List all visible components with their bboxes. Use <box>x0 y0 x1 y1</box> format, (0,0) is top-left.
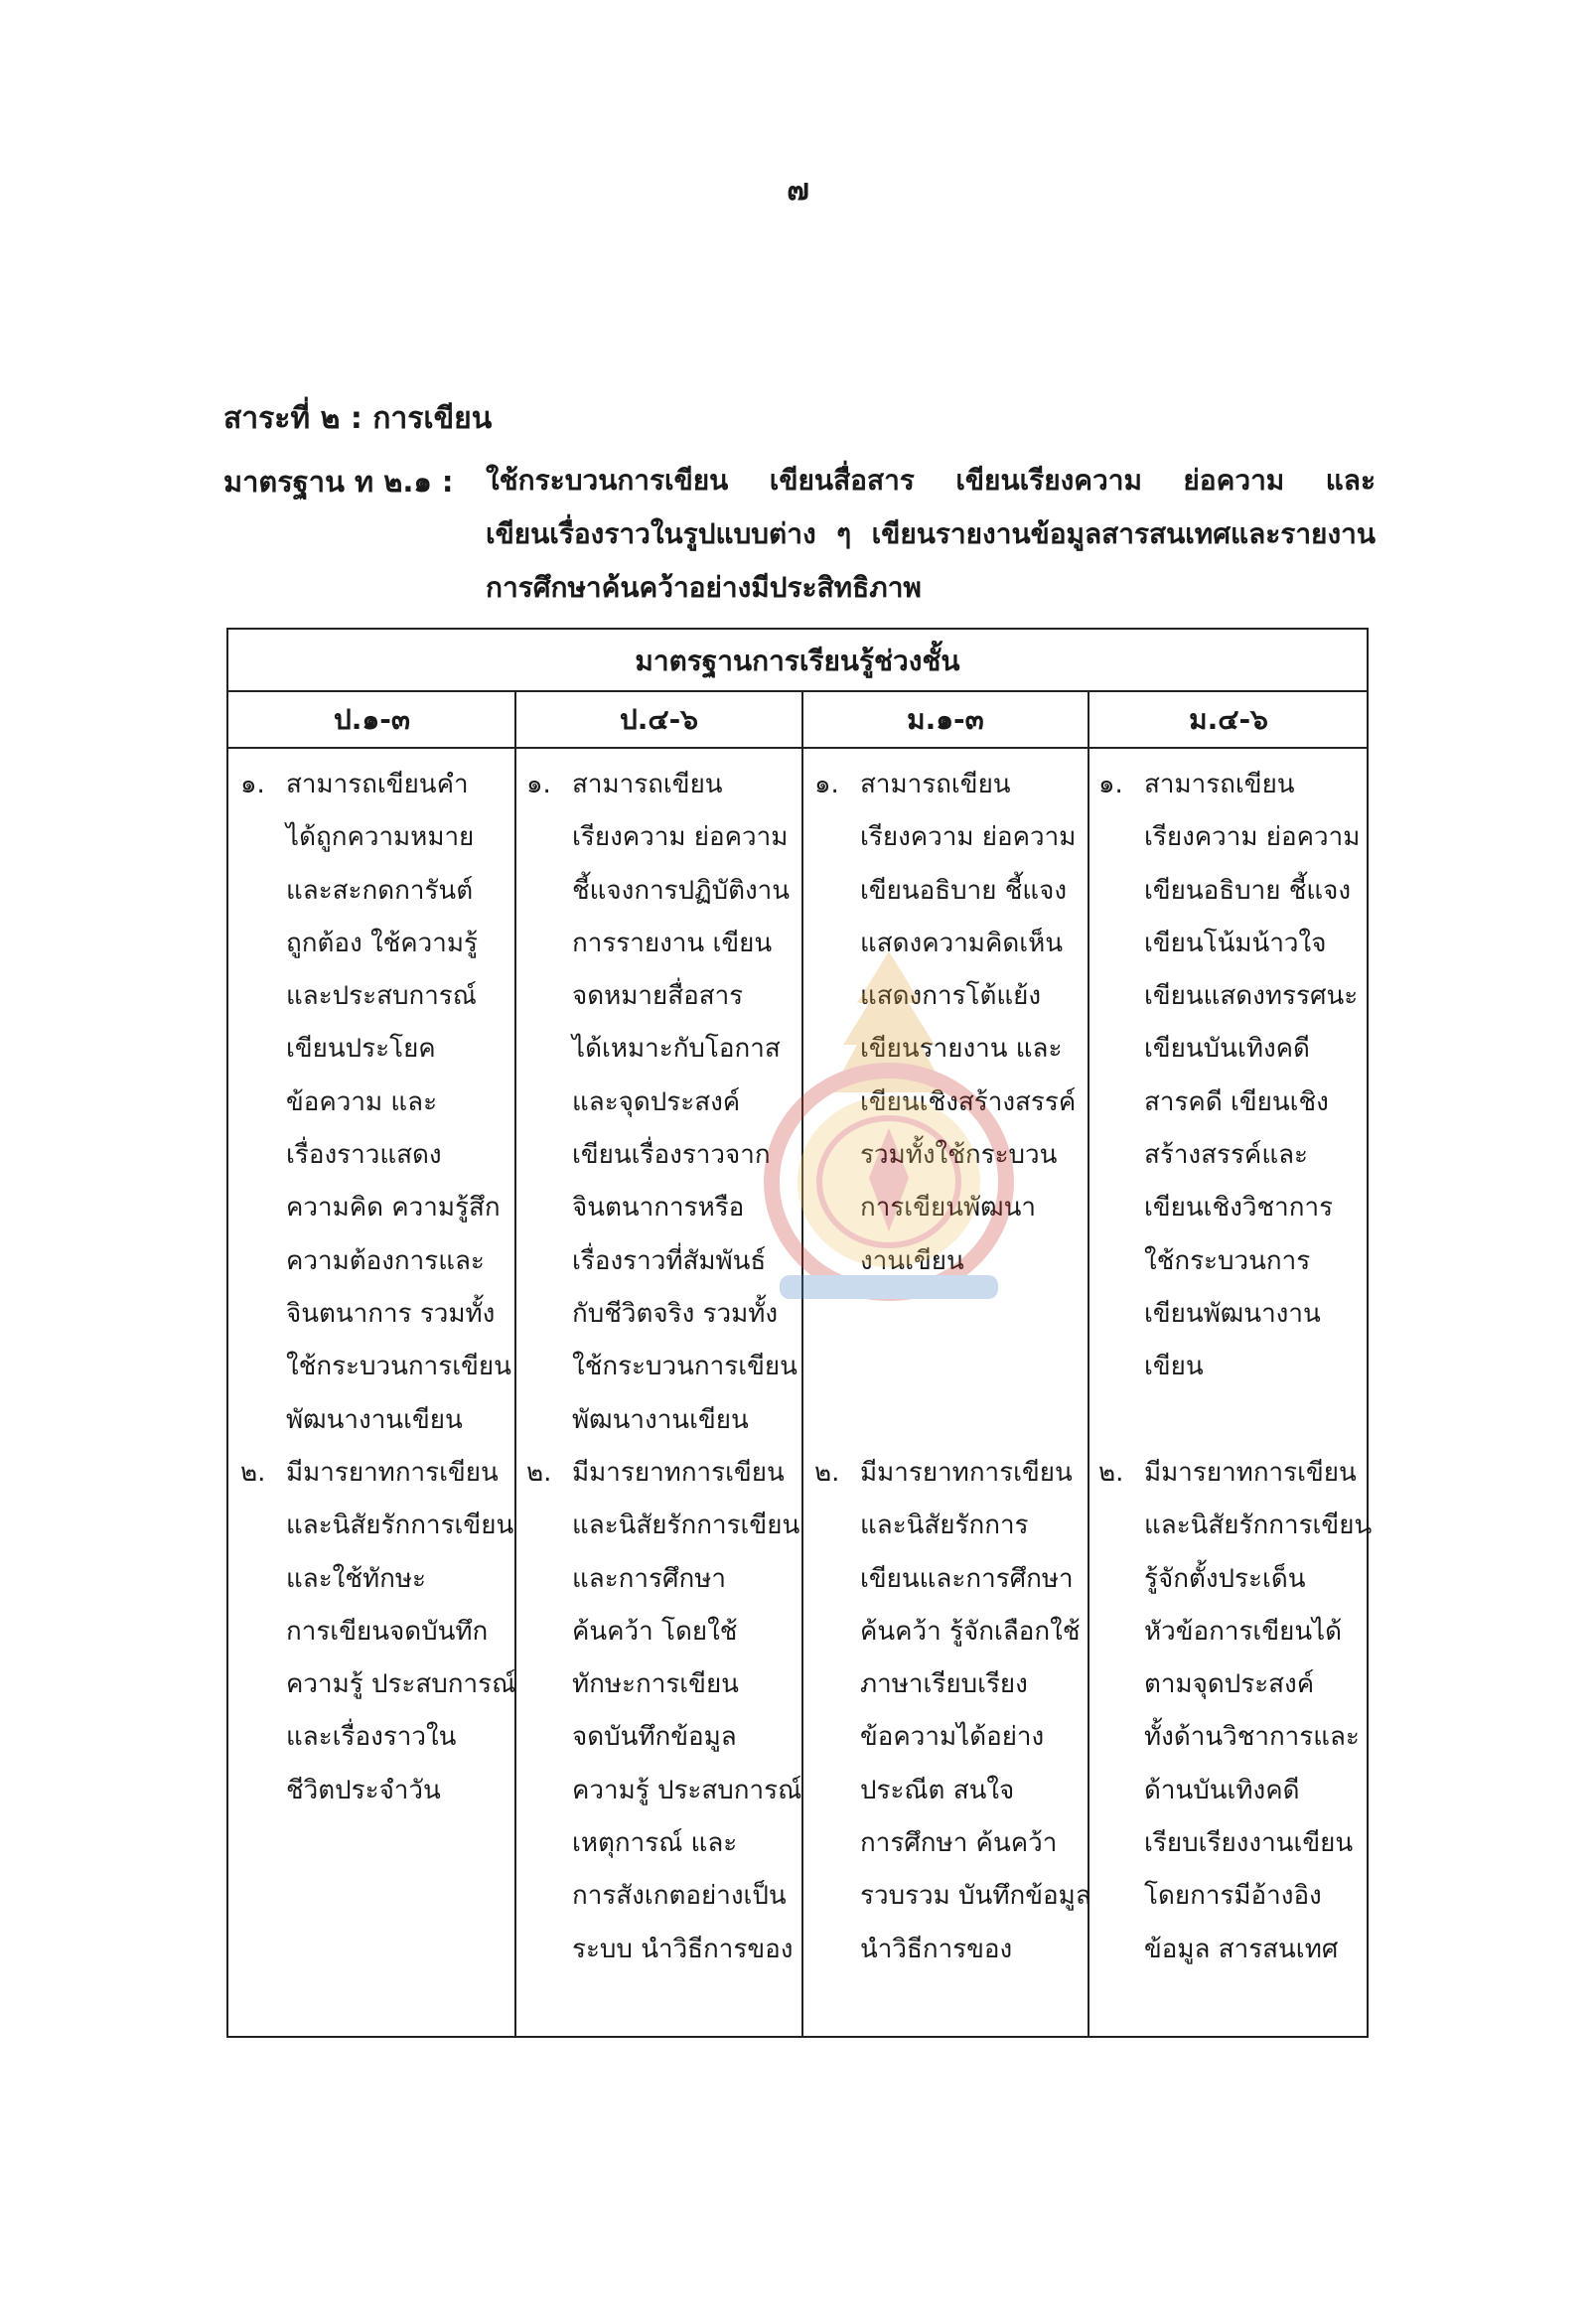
item-line: งานเขียน <box>860 1245 964 1276</box>
column-body-p1-3 <box>240 749 516 2036</box>
item-line: ความรู้ ประสบการณ์ <box>286 1669 516 1700</box>
column-header-p4-6: ป.๔-๖ <box>620 703 698 736</box>
item-line: เขียนเรื่องราวจาก <box>572 1140 771 1171</box>
item-line: รู้จักตั้งประเด็น <box>1144 1563 1306 1594</box>
item-line: กับชีวิตจริง รวมทั้ง <box>572 1298 779 1329</box>
column-divider <box>1088 692 1089 2036</box>
item-line: ระบบ นำวิธีการของ <box>572 1934 794 1964</box>
item-line: ข้อมูล สารสนเทศ <box>1144 1934 1339 1964</box>
item-line: มีมารยาทการเขียน <box>860 1458 1073 1488</box>
item-line: เขียนโน้มน้าวใจ <box>1144 928 1327 958</box>
item-line: เขียนเชิงสร้างสรรค์ <box>860 1086 1077 1117</box>
item-line: ชีวิตประจำวัน <box>286 1775 441 1805</box>
item-line: และจุดประสงค์ <box>572 1086 741 1117</box>
item-line: ชี้แจงการปฏิบัติงาน <box>572 875 791 906</box>
item-number: ๒. <box>1098 1458 1124 1488</box>
item-line: จดหมายสื่อสาร <box>572 981 744 1012</box>
standard-line: เขียนเรื่องราวในรูปแบบต่าง ๆ เขียนรายงานข้อมูลสารสนเทศและรายงาน <box>486 517 1376 550</box>
standard-line: การศึกษาค้นคว้าอย่างมีประสิทธิภาพ <box>486 571 922 604</box>
item-line: เขียน <box>1144 1352 1204 1382</box>
item-line: และนิสัยรักการเขียน <box>1144 1511 1373 1541</box>
item-line: ถูกต้อง ใช้ความรู้ <box>286 928 478 958</box>
item-line: เขียนแสดงทรรศนะ <box>1144 981 1359 1012</box>
strand-heading: สาระที่ ๒ : การเขียน <box>223 401 493 436</box>
item-line: จินตนาการ รวมทั้ง <box>286 1298 496 1329</box>
item-line: เขียนประโยค <box>286 1034 436 1065</box>
item-line: ประณีต สนใจ <box>860 1775 1015 1805</box>
item-line: การเขียนพัฒนา <box>860 1193 1036 1223</box>
learning-standards-table <box>226 628 1373 2038</box>
item-number: ๑. <box>240 770 265 799</box>
item-line: สามารถเขียน <box>1144 770 1295 799</box>
page-number: ๗ <box>787 173 809 208</box>
item-line: ใช้กระบวนการเขียน <box>286 1352 511 1382</box>
item-line: สามารถเขียนคำ <box>286 770 469 799</box>
column-body-m4-6 <box>1098 749 1373 2036</box>
standard-item <box>814 1447 1091 1976</box>
item-line: และใช้ทักษะ <box>286 1563 426 1594</box>
column-header-m1-3: ม.๑-๓ <box>907 703 984 736</box>
item-line: เขียนบันเทิงคดี <box>1144 1034 1310 1065</box>
item-line: เขียนและการศึกษา <box>860 1563 1074 1594</box>
item-line: ข้อความได้อย่าง <box>860 1722 1045 1753</box>
item-line: การศึกษา ค้นคว้า <box>860 1828 1058 1859</box>
item-line: ทั้งด้านวิชาการและ <box>1144 1722 1360 1753</box>
item-line: การรายงาน เขียน <box>572 928 773 958</box>
column-divider <box>514 692 516 2036</box>
item-line: ตามจุดประสงค์ <box>1144 1669 1315 1700</box>
item-line: มีมารยาทการเขียน <box>572 1458 785 1488</box>
item-line: เรียงความ ย่อความ <box>572 822 789 853</box>
item-number: ๒. <box>526 1458 552 1488</box>
standard-text <box>486 459 1376 620</box>
item-line: จดบันทึกข้อมูล <box>572 1722 737 1753</box>
table-title: มาตรฐานการเรียนรู้ช่วงชั้น <box>228 630 1367 692</box>
item-line: เรียงความ ย่อความ <box>1144 822 1361 853</box>
item-line: เขียนอธิบาย ชี้แจง <box>1144 875 1352 906</box>
item-line: รวบรวม บันทึกข้อมูล <box>860 1881 1091 1912</box>
item-line: เขียนอธิบาย ชี้แจง <box>860 875 1068 906</box>
standard-line: ใช้กระบวนการเขียน เขียนสื่อสาร เขียนเรียงความ ย่อความ และ <box>486 464 1376 497</box>
item-line: รวมทั้งใช้กระบวน <box>860 1140 1058 1171</box>
item-line: และนิสัยรักการเขียน <box>572 1511 800 1541</box>
item-line: โดยการมีอ้างอิง <box>1144 1881 1322 1912</box>
item-line: เรียบเรียงงานเขียน <box>1144 1828 1354 1859</box>
standard-item <box>526 1447 802 1976</box>
item-line: นำวิธีการของ <box>860 1934 1013 1964</box>
column-header-p1-3: ป.๑-๓ <box>334 703 410 736</box>
item-line: สร้างสรรค์และ <box>1144 1140 1308 1171</box>
item-line: หัวข้อการเขียนได้ <box>1144 1616 1343 1647</box>
item-line: และเรื่องราวใน <box>286 1722 457 1753</box>
item-line: ความคิด ความรู้สึก <box>286 1193 501 1223</box>
standard-item <box>814 759 1085 1288</box>
item-line: ใช้กระบวนการเขียน <box>572 1352 798 1382</box>
item-line: และประสบการณ์ <box>286 981 477 1012</box>
column-divider <box>801 692 803 2036</box>
item-number: ๑. <box>526 770 551 799</box>
item-line: และนิสัยรักการ <box>860 1511 1029 1541</box>
item-line: จินตนาการหรือ <box>572 1193 745 1223</box>
item-line: ค้นคว้า โดยใช้ <box>572 1616 738 1647</box>
item-line: สามารถเขียน <box>572 770 723 799</box>
item-line: และสะกดการันต์ <box>286 875 474 906</box>
item-line: ข้อความ และ <box>286 1086 438 1117</box>
item-line: สารคดี เขียนเชิง <box>1144 1086 1329 1117</box>
standard-item <box>1098 759 1367 1394</box>
item-number: ๑. <box>814 770 839 799</box>
item-line: มีมารยาทการเขียน <box>1144 1458 1357 1488</box>
standard-item <box>240 759 511 1447</box>
item-line: มีมารยาทการเขียน <box>286 1458 499 1488</box>
item-line: ได้เหมาะกับโอกาส <box>572 1034 781 1065</box>
item-line: เรื่องราวที่สัมพันธ์ <box>572 1245 767 1276</box>
item-line: เหตุการณ์ และ <box>572 1828 738 1859</box>
item-line: ด้านบันเทิงคดี <box>1144 1775 1300 1805</box>
column-body-p4-6 <box>526 749 802 2036</box>
item-line: ภาษาเรียบเรียง <box>860 1669 1028 1700</box>
item-line: และนิสัยรักการเขียน <box>286 1511 514 1541</box>
item-line: ใช้กระบวนการ <box>1144 1245 1311 1276</box>
item-line: แสดงการโต้แย้ง <box>860 981 1042 1012</box>
standard-item <box>1098 1447 1373 1976</box>
item-line: เขียนรายงาน และ <box>860 1034 1063 1065</box>
item-line: การเขียนจดบันทึก <box>286 1616 489 1647</box>
column-header-m4-6: ม.๔-๖ <box>1189 703 1268 736</box>
item-line: และการศึกษา <box>572 1563 726 1594</box>
item-number: ๒. <box>814 1458 840 1488</box>
standard-label: มาตรฐาน ท ๒.๑ : <box>223 465 454 499</box>
item-line: เขียนเชิงวิชาการ <box>1144 1193 1334 1223</box>
item-line: ความต้องการและ <box>286 1245 485 1276</box>
item-line: แสดงความคิดเห็น <box>860 928 1064 958</box>
standard-item <box>240 1447 516 1817</box>
item-line: ค้นคว้า รู้จักเลือกใช้ <box>860 1616 1081 1647</box>
item-line: พัฒนางานเขียน <box>286 1404 463 1435</box>
column-header-row <box>228 692 1367 749</box>
item-line: ทักษะการเขียน <box>572 1669 739 1700</box>
item-number: ๒. <box>240 1458 266 1488</box>
item-line: ความรู้ ประสบการณ์ <box>572 1775 802 1805</box>
item-line: การสังเกตอย่างเป็น <box>572 1881 787 1912</box>
item-line: เขียนพัฒนางาน <box>1144 1298 1321 1329</box>
item-number: ๑. <box>1098 770 1123 799</box>
item-line: สามารถเขียน <box>860 770 1011 799</box>
item-line: ได้ถูกความหมาย <box>286 822 475 853</box>
item-line: เรียงความ ย่อความ <box>860 822 1077 853</box>
standard-item <box>526 759 797 1447</box>
item-line: เรื่องราวแสดง <box>286 1140 442 1171</box>
item-line: พัฒนางานเขียน <box>572 1404 749 1435</box>
column-body-m1-3 <box>814 749 1091 2036</box>
